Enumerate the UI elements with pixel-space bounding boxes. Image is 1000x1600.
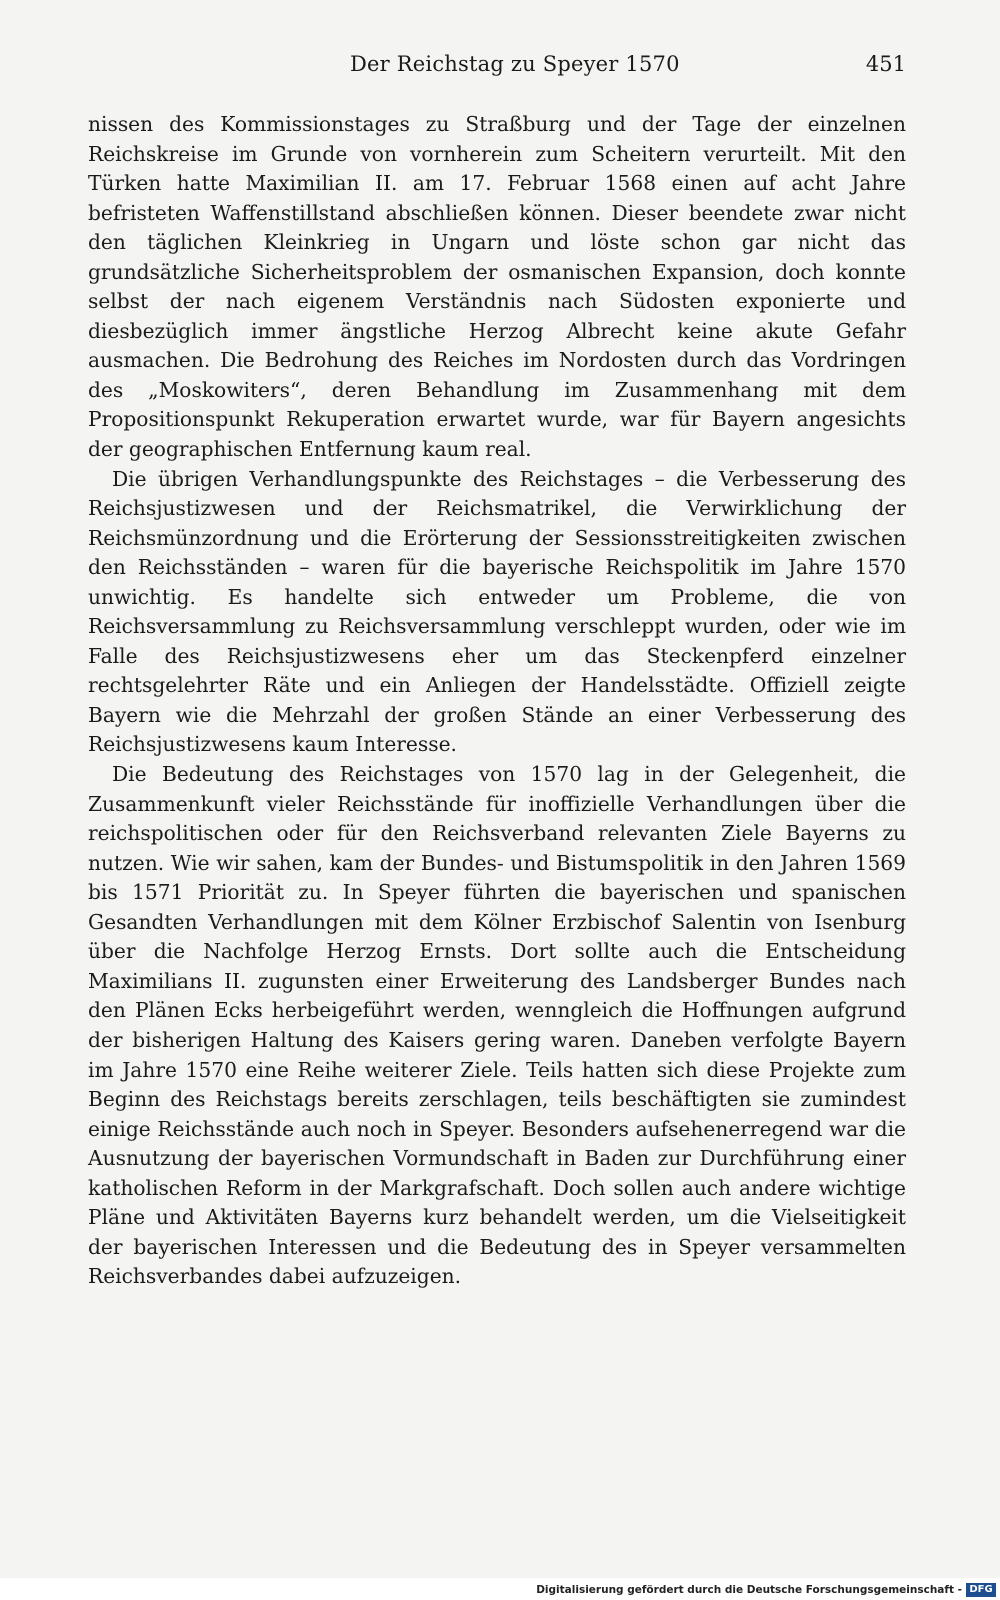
body-text — [88, 110, 906, 1292]
dfg-logo: DFG — [966, 1583, 996, 1597]
running-title: Der Reichstag zu Speyer 1570 — [350, 52, 680, 76]
paragraph: Die übrigen Verhandlungspunkte des Reichstages – die Verbesserung des Reichsjustizwesen und der Reichsmatrikel, die Verwirklichung der Reichsmünzordnung und die Erörterung der Sessionsstreitigkeiten zwischen den Reichsständen – waren für die bayerische Reichspolitik im Jahre 1570 unwichtig. Es handelte sich entweder um Probleme, die von Reichsversammlung zu Reichsversammlung verschleppt wurden, oder wie im Falle des Reichsjustizwesens eher um das Steckenpferd einzelner rechtsgelehrter Räte und ein Anliegen der Handelsstädte. Offiziell zeigte Bayern wie die Mehrzahl der großen Stände an einer Verbesserung des Reichsjustizwesens kaum Interesse. — [88, 466, 906, 757]
paragraph-continued: nissen des Kommissionstages zu Straßburg und der Tage der einzelnen Reichskreise im Grunde von vornherein zum Scheitern verurteilt. Mit den Türken hatte Maximilian II. am 17. Februar 1568 einen auf acht Jahre befristeten Waffenstillstand abschließen können. Dieser beendete zwar nicht den täglichen Kleinkrieg in Ungarn und löste schon gar nicht das grundsätzliche Sicherheitsproblem der osmanischen Expansion, doch konnte selbst der nach eigenem Verständnis nach Südosten exponierte und diesbezüglich immer ängstliche Herzog Albrecht keine akute Gefahr ausmachen. Die Bedrohung des Reiches im Nordosten durch das Vordringen des „Moskowiters“, deren Behandlung im Zusammenhang mit dem Propositionspunkt Rekuperation erwartet wurde, war für Bayern angesichts der geographischen Entfernung kaum real. — [88, 112, 906, 462]
paragraph: Die Bedeutung des Reichstages von 1570 lag in der Gelegenheit, die Zusammenkunft vieler Reichsstände für inoffizielle Verhandlungen über die reichspolitischen oder für den Reichsverband relevanten Ziele Bayerns zu nutzen. Wie wir sahen, kam der Bundes- und Bistumspolitik in den Jahren 1569 bis 1571 Priorität zu. In Speyer führten die bayerischen und spanischen Gesandten Verhandlungen mit dem Kölner Erzbischof Salentin von Isenburg über die Nachfolge Herzog Ernsts. Dort sollte auch die Entscheidung Maximilians II. zugunsten einer Erweiterung des Landsberger Bundes nach den Plänen Ecks herbeigeführt werden, wenngleich die Hoffnungen aufgrund der bisherigen Haltung des Kaisers gering waren. Daneben verfolgte Bayern im Jahre 1570 eine Reihe weiterer Ziele. Teils hatten sich diese Projekte zum Beginn des Reichstags bereits zerschlagen, teils beschäftigten sie zumindest einige Reichsstände auch noch in Speyer. Besonders aufsehenerregend war die Ausnutzung der bayerischen Vormundschaft in Baden zur Durchführung einer katholischen Reform in der Markgrafschaft. Doch sollen auch andere wichtige Pläne und Aktivitäten Bayerns kurz behandelt werden, um die Vielseitigkeit der bayerischen Interessen und die Bedeutung des in Speyer versammelten Reichsverbandes dabei aufzuzeigen. — [88, 762, 906, 1289]
funding-credit: Digitalisierung gefördert durch die Deutsche Forschungsgemeinschaft - — [536, 1584, 962, 1596]
page-number: 451 — [865, 52, 906, 76]
digitization-footer — [0, 1578, 1000, 1600]
running-header — [88, 50, 906, 84]
